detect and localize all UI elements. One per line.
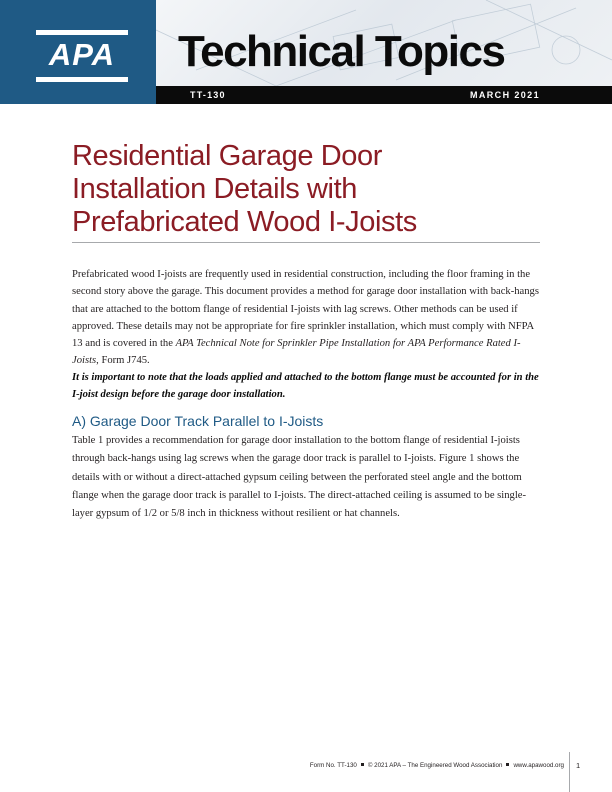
bullet-square-icon <box>506 763 509 766</box>
page-number: 1 <box>576 761 581 770</box>
important-note: It is important to note that the loads applied and attached to the bottom flange must be accounted for in the I-joist design before the garage door installation. <box>72 372 539 400</box>
document-title-line: Installation Details with <box>72 173 357 205</box>
footer-form-number: Form No. TT-130 <box>309 762 357 769</box>
page-header <box>0 0 612 104</box>
document-title-line: Prefabricated Wood I-Joists <box>72 206 417 238</box>
logo-text: APA <box>48 37 116 72</box>
document-number: TT-130 <box>190 90 226 100</box>
title-divider <box>72 242 540 243</box>
section-heading: A) Garage Door Track Parallel to I-Joists <box>72 413 324 429</box>
logo-top-bar <box>36 30 128 35</box>
intro-text: Prefabricated wood I-joists are frequently used in residential construction, including the floor framing in the second story above the garage. This document provides a method for garage door installation with back-hangs that are attached to the bottom flange of residential I-joists with lag screws. Other methods can be used if approved. These details may not be appropriate for fire sprinkler installation, which must comply with NFPA 13 and is covered in the <box>72 269 539 350</box>
page-footer <box>310 760 564 772</box>
logo-bottom-bar <box>36 77 128 82</box>
footer-copyright: © 2021 APA – The Engineered Wood Association <box>367 762 503 769</box>
reference-form: , Form J745. <box>96 355 150 367</box>
reference-title: APA Technical Note for Sprinkler Pipe Installation for APA Performance Rated I-Joists <box>72 338 521 367</box>
intro-paragraph <box>72 266 542 370</box>
document-title <box>72 140 532 239</box>
document-title-line: Residential Garage Door <box>72 140 382 172</box>
publication-date: MARCH 2021 <box>469 90 540 100</box>
series-title: Technical Topics <box>178 27 505 76</box>
section-body: Table 1 provides a recommendation for garage door installation to the bottom flange of residential I-joists through back-hangs using lag screws when the garage door track is parallel to I-joists. Figure 1 shows the details with or without a direct-attached gypsum ceiling between the perforated steel angle and the bottom flange when the garage door track is parallel to I-joists. The direct-attached ceiling is assumed to be single-layer gypsum of 1/2 or 5/8 inch in thickness without resilient or hat channels. <box>72 435 526 520</box>
apa-logo <box>0 0 156 104</box>
footer-divider <box>569 752 570 792</box>
footer-website: www.apawood.org <box>513 762 564 769</box>
bullet-square-icon <box>361 763 364 766</box>
